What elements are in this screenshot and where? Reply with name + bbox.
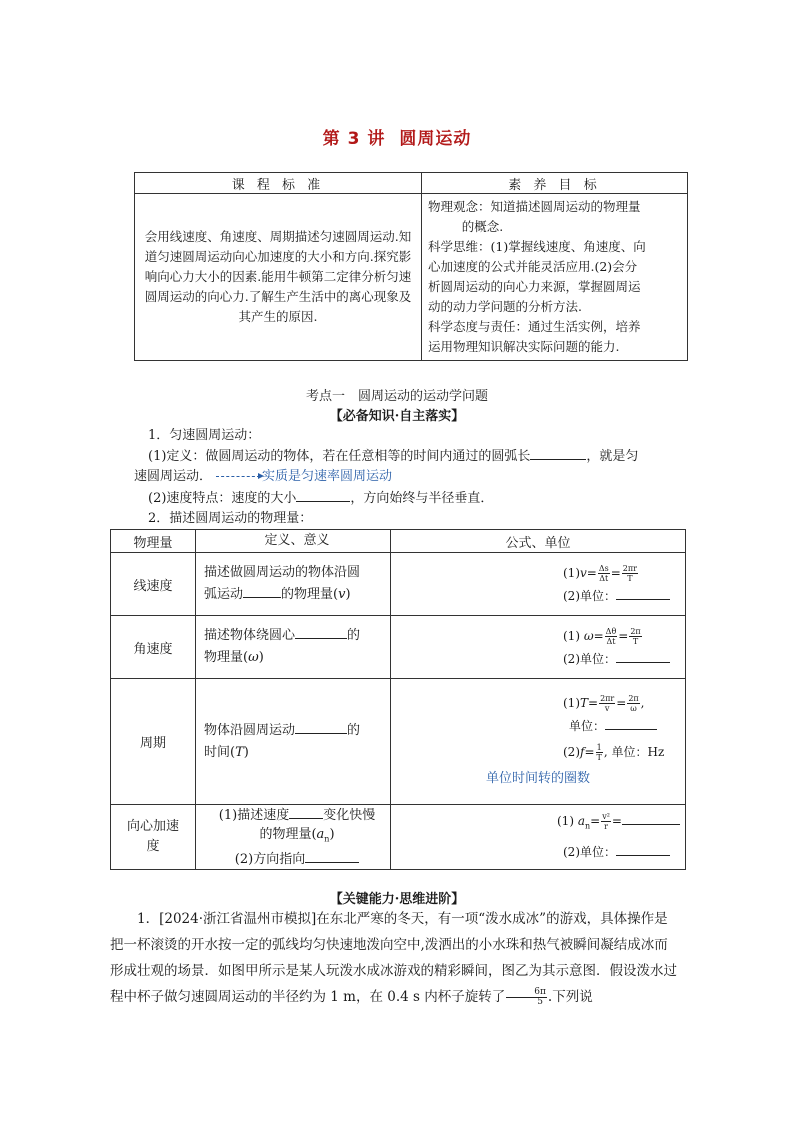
blank	[616, 649, 670, 663]
blank	[289, 805, 323, 819]
header-definition: 定义、意义	[196, 530, 391, 553]
item-2: 2．描述圆周运动的物理量：	[148, 511, 313, 526]
row-linear-velocity: 线速度 描述做圆周运动的物体沿圆 弧运动 的物理量(v) (1)v= $\frac{\Delta s}{\Delta t}$ = $\frac{2\pi r}{T}$ (2)单位：	[111, 553, 686, 616]
fraction: $\frac{\text{v²}}{r}$	[602, 812, 610, 832]
page-title: 第 3 讲 圆周运动	[322, 129, 472, 149]
blank	[622, 811, 680, 825]
blank	[616, 842, 670, 856]
blank	[305, 849, 359, 863]
standards-table	[134, 172, 688, 361]
blank	[243, 584, 281, 598]
row-angular-velocity: 角速度 描述物体绕圆心 的 物理量(ω) (1) ω= $\frac{\Delta\theta}{\Delta t}$ = $\frac{2\pi}{T}$ (2)单位：	[111, 616, 686, 679]
blank	[530, 446, 586, 460]
annotation-note: 实质是匀速率圆周运动	[262, 469, 393, 484]
definition-line-2: 速圆周运动． 实质是匀速率圆周运动	[134, 469, 393, 484]
quantities-table	[110, 529, 686, 870]
blank	[605, 716, 657, 730]
standards-header-left: 课 程 标 准	[135, 173, 422, 194]
definition-line: (1)定义：做圆周运动的物体，若在任意相等的时间内通过的圆弧长 ，就是匀	[148, 446, 638, 467]
problem-paragraph: 1．[2024·浙江省温州市模拟]在东北严寒的冬天，有一项“泼水成冰”的游戏，具体操作是把一杯滚烫的开水按一定的弧线均匀快速地泼向空中,泼洒出的小水珠和热气被瞬间凝结成冰而形成壮观的场景．如图甲所示是某人玩泼水成冰游戏的精彩瞬间，图乙为其示意图．假设泼水过程中杯子做匀速圆周运动的半径约为 1 m，在 0.4 s 内杯子旋转了 $\frac{6\pi}{5}$ .下列说	[110, 911, 677, 1007]
standards-right-cell: 物理观念：知道描述圆周运动的物理量 的概念. 科学思维：(1)掌握线速度、角速度、向 心加速度的公式并能灵活应用.(2)会分 析圆周运动的向心力来源，掌握圆周运 动的动力学问题的分析方法. 科学态度与责任：通过生活实例，培养 运用物理知识解决实际问题的能力.	[422, 194, 688, 361]
item-1: 1．匀速圆周运动：	[148, 428, 261, 443]
row-centripetal-acceleration: 向心加速 度 (1)描述速度 变化快慢 的物理量$(a_n)$ (2)方向指向 (1) $a_n=$ $\frac{\text{v²}}{r}$ = (2)单位：	[111, 805, 686, 870]
fraction: $\frac{2\pi r}{T}$	[622, 563, 637, 583]
fraction: $\frac{1}{T}$	[596, 743, 602, 762]
header-quantity: 物理量	[111, 530, 196, 553]
row-period: 周期 物体沿圆周运动 的 时间(T) (1)T= $\frac{2\pi r}{v}$ = $\frac{2\pi}{\omega}$ , 单位： (2)f= $\frac{1}{T}$ , 单位：Hz 单位时间转的圈数	[111, 679, 686, 805]
speed-line: (2)速度特点：速度的大小 ，方向始终与半径垂直．	[148, 488, 493, 509]
standards-header-right: 素 养 目 标	[422, 173, 688, 194]
fraction: $\frac{\Delta s}{\Delta t}$	[598, 563, 609, 583]
section-heading: 考点一 圆周运动的运动学问题	[305, 389, 488, 404]
blank	[295, 720, 347, 734]
blank	[295, 625, 347, 639]
blank	[616, 586, 670, 600]
blank	[296, 488, 350, 502]
standards-left-cell: 会用线速度、角速度、周期描述匀速圆周运动.知道匀速圆周运动向心加速度的大小和方向.探究影响向心力大小的因素.能用牛顿第二定律分析匀速圆周运动的向心力.了解生产生活中的离心现象及其产生的原因.	[135, 194, 422, 361]
header-formula: 公式、单位	[391, 530, 686, 553]
section-2-heading: 【关键能力·思维进阶】	[329, 892, 465, 907]
fraction: $\frac{2\pi}{\omega}$	[628, 694, 639, 713]
fraction: $\frac{2\pi}{T}$	[630, 626, 641, 646]
fraction: $\frac{6\pi}{5}$	[506, 988, 547, 1007]
fraction: $\frac{\Delta\theta}{\Delta t}$	[605, 626, 617, 646]
section-subheading: 【必备知识·自主落实】	[329, 409, 465, 424]
annotation-arrow	[216, 476, 260, 477]
fraction: $\frac{2\pi r}{v}$	[600, 694, 615, 713]
period-note: 单位时间转的圈数	[485, 771, 590, 786]
